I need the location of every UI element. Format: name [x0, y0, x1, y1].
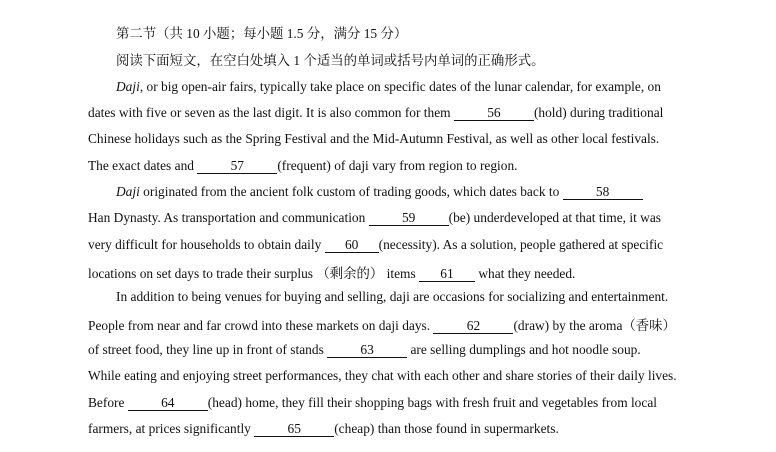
p3-line-4: While eating and enjoying street performances, they chat with each other and share stories of their daily lives. [88, 368, 677, 383]
blank-65[interactable]: 65 [254, 422, 334, 437]
blank-64[interactable]: 64 [128, 396, 208, 411]
blank-60[interactable]: 60 [325, 238, 379, 253]
section-instruction: 阅读下面短文，在空白处填入 1 个适当的单词或括号内单词的正确形式。 [116, 53, 545, 68]
p1-line-4: The exact dates and 57 (frequent) of daji vary from region to region. [88, 158, 518, 173]
blank-59[interactable]: 59 [369, 211, 449, 226]
p1-line-3: Chinese holidays such as the Spring Festival and the Mid-Autumn Festival, as well as other local festivals. [88, 131, 660, 146]
blank-58[interactable]: 58 [563, 185, 643, 200]
p2-line-1: Daji originated from the ancient folk custom of trading goods, which dates back to 58 [116, 184, 643, 200]
p2-line-2: Han Dynasty. As transportation and communication 59 (be) underdeveloped at that time, it was [88, 210, 661, 225]
blank-62[interactable]: 62 [433, 319, 513, 334]
p1-line-1: Daji, or big open-air fairs, typically take place on specific dates of the lunar calendar, for example, on [116, 79, 661, 94]
blank-63[interactable]: 63 [327, 343, 407, 358]
p3-line-1: In addition to being venues for buying and selling, daji are occasions for socializing and entertainment. [116, 289, 669, 304]
term-daji: Daji [116, 79, 140, 94]
p3-line-6: farmers, at prices significantly 65 (cheap) than those found in supermarkets. [88, 421, 559, 436]
section-heading: 第二节（共 10 小题；每小题 1.5 分，满分 15 分） [116, 26, 408, 41]
p3-line-3: of street food, they line up in front of stands 63 are selling dumplings and hot noodle soup. [88, 342, 641, 357]
blank-57[interactable]: 57 [197, 159, 277, 174]
p2-line-4: locations on set days to trade their surplus （剩余的） items 61 what they needed. [88, 266, 576, 281]
blank-61[interactable]: 61 [419, 267, 475, 282]
p1-line-2: dates with five or seven as the last digit. It is also common for them 56 (hold) during traditional [88, 105, 664, 120]
p3-line-5: Before 64 (head) home, they fill their shopping bags with fresh fruit and vegetables from local [88, 395, 657, 410]
term-daji: Daji [116, 184, 140, 199]
blank-56[interactable]: 56 [454, 106, 534, 121]
p3-line-2: People from near and far crowd into these markets on daji days. 62 (draw) by the aroma（香味） [88, 318, 676, 333]
p2-line-3: very difficult for households to obtain daily 60 (necessity). As a solution, people gathered at specific [88, 237, 664, 252]
